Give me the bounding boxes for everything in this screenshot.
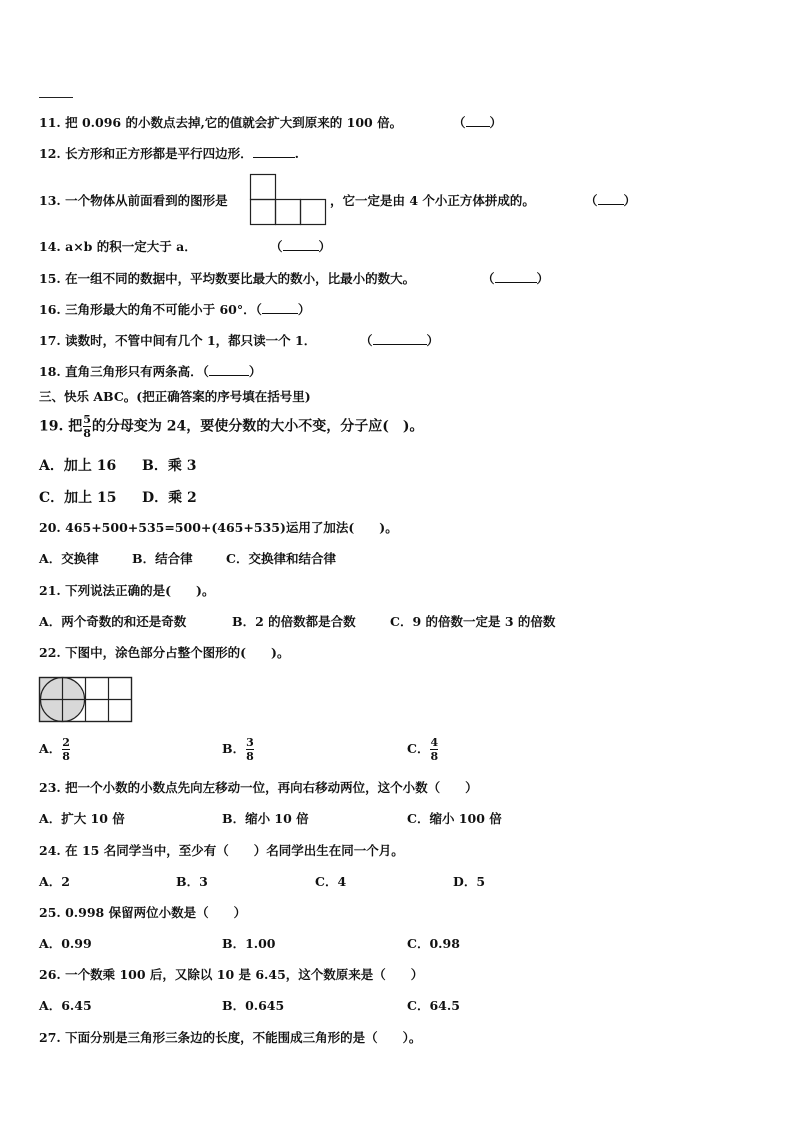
question-number: 27.	[39, 1030, 61, 1045]
question-15	[39, 273, 415, 286]
question-text: 465+500+535=500+(465+535)运用了加法( )。	[65, 520, 398, 535]
question-number: 19.	[39, 418, 64, 435]
answer-paren-13[interactable]: （ ）	[585, 193, 637, 208]
question-16	[39, 304, 310, 317]
option-d[interactable]: D．5	[453, 874, 486, 889]
shaded-grid-figure	[39, 677, 133, 722]
option-a[interactable]: A．扩大 10 倍	[39, 811, 125, 826]
question-text: 把一个小数的小数点先向左移动一位，再向右移动两位，这个小数（ ）	[65, 780, 478, 795]
question-number: 25.	[39, 905, 61, 920]
answer-paren-11[interactable]: （ ）	[453, 115, 503, 130]
option-a[interactable]: A．6.45	[39, 998, 92, 1013]
option-b[interactable]: B．缩小 10 倍	[222, 811, 309, 826]
question-11	[39, 117, 402, 130]
option-d[interactable]: D．乘 2	[142, 490, 197, 506]
question-number: 26.	[39, 967, 61, 982]
option-b[interactable]: B．3	[176, 874, 208, 889]
question-text: 直角三角形只有两条高．	[65, 364, 203, 379]
question-18	[39, 366, 261, 379]
question-26	[39, 969, 423, 982]
question-14	[39, 241, 197, 254]
answer-blank-12[interactable]	[253, 157, 295, 158]
option-c[interactable]: C．缩小 100 倍	[407, 811, 502, 826]
question-21	[39, 585, 214, 598]
question-text: 长方形和正方形都是平行四边形．	[65, 146, 253, 161]
question-25	[39, 907, 246, 920]
question-22	[39, 647, 289, 660]
question-13-tail	[330, 195, 535, 208]
question-number: 21.	[39, 583, 61, 598]
question-text: 在 15 名同学当中，至少有（ ）名同学出生在同一个月。	[65, 843, 404, 858]
question-number: 11.	[39, 115, 61, 130]
question-text: 三角形最大的角不可能小于 60°．	[65, 302, 256, 317]
fraction: $\frac{5}{8}$	[83, 413, 91, 440]
option-b[interactable]: B．1.00	[222, 936, 276, 951]
question-text: ，它一定是由 4 个小正方体拼成的。	[330, 193, 535, 208]
option-b[interactable]: B． $\frac{3}{8}$	[222, 736, 254, 763]
question-number: 14.	[39, 239, 61, 254]
option-a[interactable]: A． $\frac{2}{8}$	[39, 736, 70, 763]
question-number: 22.	[39, 645, 61, 660]
question-text: 一个物体从前面看到的图形是	[65, 193, 228, 208]
question-19: 19. 把 $\frac{5}{8}$ 的分母变为 24，要使分数的大小不变，分子应( )。	[39, 413, 424, 440]
question-number: 17.	[39, 333, 61, 348]
question-23	[39, 782, 478, 795]
question-24	[39, 845, 404, 858]
answer-paren-16[interactable]: （ ）	[255, 302, 311, 317]
option-a[interactable]: A．2	[39, 874, 70, 889]
option-c[interactable]: C．加上 15	[39, 490, 117, 506]
option-b[interactable]: B．乘 3	[142, 458, 197, 474]
option-a[interactable]: A．两个奇数的和还是奇数	[39, 614, 187, 629]
answer-paren-18[interactable]: （ ）	[202, 364, 262, 379]
question-text: 下列说法正确的是( )。	[65, 583, 215, 598]
option-a[interactable]: A．加上 16	[39, 458, 117, 474]
answer-paren-14[interactable]: （ ）	[270, 239, 332, 254]
answer-paren-15[interactable]: （ ）	[482, 271, 550, 286]
question-13	[39, 195, 228, 208]
question-number: 24.	[39, 843, 61, 858]
question-text: 把 0.096 的小数点去掉,它的值就会扩大到原来的 100 倍。	[65, 115, 403, 130]
option-c[interactable]: C．交换律和结合律	[226, 551, 336, 566]
option-c[interactable]: C．4	[315, 874, 347, 889]
question-12: 12. 长方形和正方形都是平行四边形． .	[39, 146, 299, 161]
answer-paren-17[interactable]: （ ）	[360, 333, 440, 348]
question-number: 15.	[39, 271, 61, 286]
question-number: 23.	[39, 780, 61, 795]
option-c[interactable]: C． $\frac{4}{8}$	[407, 736, 439, 763]
option-b[interactable]: B．2 的倍数都是合数	[232, 614, 356, 629]
question-text: 下面分别是三角形三条边的长度，不能围成三角形的是（ ）。	[65, 1030, 422, 1045]
option-b[interactable]: B．0.645	[222, 998, 285, 1013]
question-number: 13.	[39, 193, 61, 208]
option-a[interactable]: A．交换律	[39, 551, 99, 566]
question-text: 一个数乘 100 后，又除以 10 是 6.45，这个数原来是（ ）	[65, 967, 424, 982]
section-heading: 三、快乐 ABC。(把正确答案的序号填在括号里)	[39, 389, 311, 404]
separator-line	[39, 97, 73, 98]
question-27	[39, 1032, 421, 1045]
option-a[interactable]: A．0.99	[39, 936, 92, 951]
front-view-figure	[250, 174, 328, 226]
question-text: 在一组不同的数据中，平均数要比最大的数小，比最小的数大。	[65, 271, 416, 286]
question-number: 12.	[39, 146, 61, 161]
option-c[interactable]: C．0.98	[407, 936, 460, 951]
question-number: 18.	[39, 364, 61, 379]
question-number: 16.	[39, 302, 61, 317]
question-text: a×b 的积一定大于 a．	[65, 239, 197, 254]
option-c[interactable]: C．64.5	[407, 998, 460, 1013]
question-text: 读数时，不管中间有几个 1，都只读一个 1．	[65, 333, 317, 348]
question-17	[39, 335, 316, 348]
option-c[interactable]: C．9 的倍数一定是 3 的倍数	[390, 614, 556, 629]
question-number: 20.	[39, 520, 61, 535]
question-20	[39, 522, 398, 535]
question-text: 0.998 保留两位小数是（ ）	[65, 905, 247, 920]
question-text: 的分母变为 24，要使分数的大小不变，分子应( )。	[91, 418, 424, 435]
question-text: 下图中，涂色部分占整个图形的( )。	[65, 645, 290, 660]
option-b[interactable]: B．结合律	[132, 551, 193, 566]
